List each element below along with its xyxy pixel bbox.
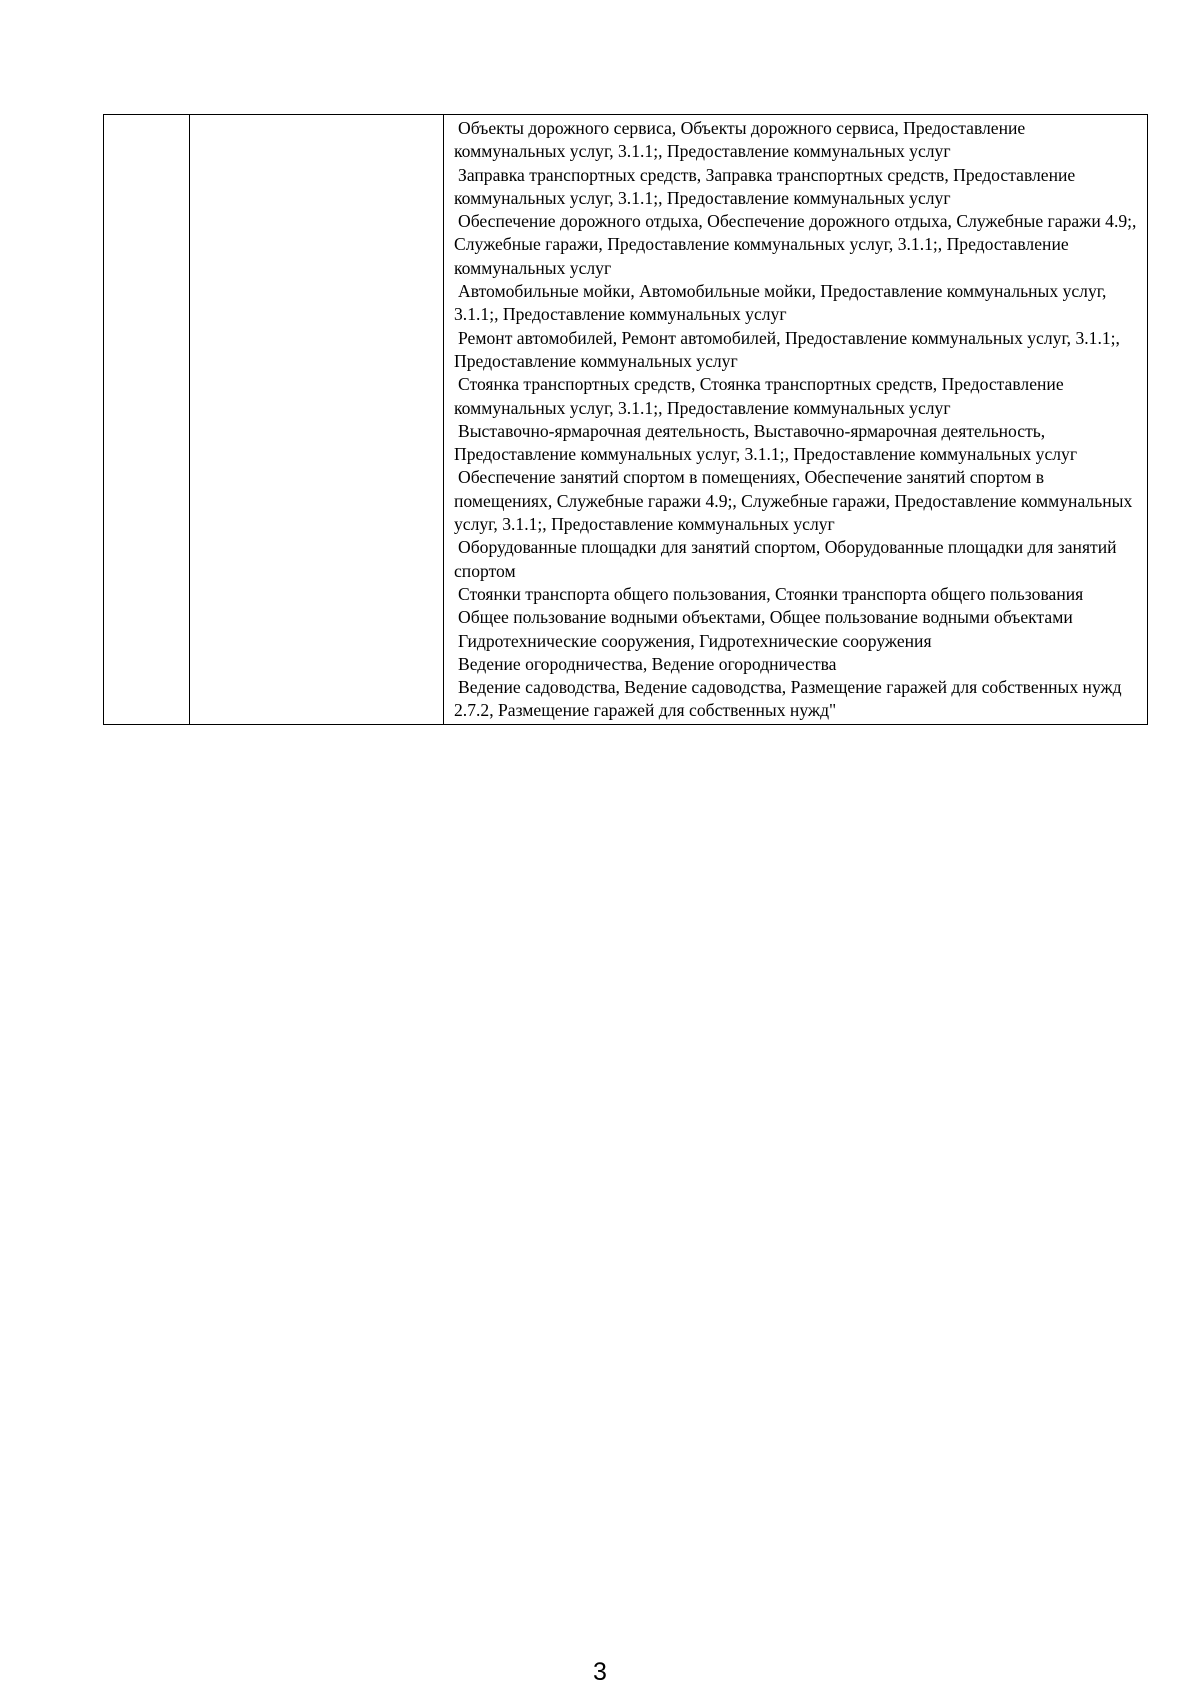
cell-text — [190, 115, 443, 118]
list-item: Общее пользование водными объектами, Общее пользование водными объектами — [458, 607, 1073, 628]
list-item: Стоянка транспортных средств, Стоянка транспортных средств, Предоставление коммунальных услуг, 3.1.1;, Предоставление коммунальных услуг — [454, 374, 1064, 418]
table-row — [104, 115, 1148, 725]
list-item: Обеспечение дорожного отдыха, Обеспечение дорожного отдыха, Служебные гаражи 4.9;, Служебные гаражи, Предоставление коммунальных услуг, 3.1.1;, Предоставление коммунальных услуг — [454, 211, 1137, 278]
permitted-use-table — [103, 114, 1148, 725]
list-item: Выставочно-ярмарочная деятельность, Выставочно-ярмарочная деятельность, Предоставление коммунальных услуг, 3.1.1;, Предоставление коммунальных услуг — [454, 420, 1078, 465]
list-item: Гидротехнические сооружения, Гидротехнические сооружения — [458, 630, 932, 651]
permitted-uses-list — [444, 115, 1147, 724]
list-item: Обеспечение занятий спортом в помещениях, Обеспечение занятий спортом в помещениях, Служебные гаражи 4.9;, Служебные гаражи, Предоставление коммунальных услуг, 3.1.1;, Предоставление коммунальных услуг — [454, 467, 1133, 535]
list-item: Объекты дорожного сервиса, Объекты дорожного сервиса, Предоставление коммунальных услуг, 3.1.1;, Предоставление коммунальных услуг — [454, 118, 1026, 162]
cell-text — [104, 115, 189, 118]
list-item: Ведение огородничества, Ведение огородничества — [458, 653, 837, 674]
list-item: Заправка транспортных средств, Заправка транспортных средств, Предоставление коммунальных услуг, 3.1.1;, Предоставление коммунальных услуг — [454, 164, 1076, 208]
table-cell-zone — [190, 115, 444, 725]
list-item: Стоянки транспорта общего пользования, Стоянки транспорта общего пользования — [458, 583, 1084, 604]
table-cell-number — [104, 115, 190, 725]
list-item: Ремонт автомобилей, Ремонт автомобилей, Предоставление коммунальных услуг, 3.1.1;, Предоставление коммунальных услуг — [454, 327, 1120, 371]
page-number: 3 — [593, 1658, 607, 1686]
list-item: Автомобильные мойки, Автомобильные мойки, Предоставление коммунальных услуг, 3.1.1;, Предоставление коммунальных услуг — [454, 281, 1107, 325]
table-cell-permitted-uses — [444, 115, 1148, 725]
list-item: Ведение садоводства, Ведение садоводства, Размещение гаражей для собственных нужд 2.7.2, Размещение гаражей для собственных нужд" — [454, 677, 1122, 721]
list-item: Оборудованные площадки для занятий спортом, Оборудованные площадки для занятий спортом — [454, 537, 1117, 581]
